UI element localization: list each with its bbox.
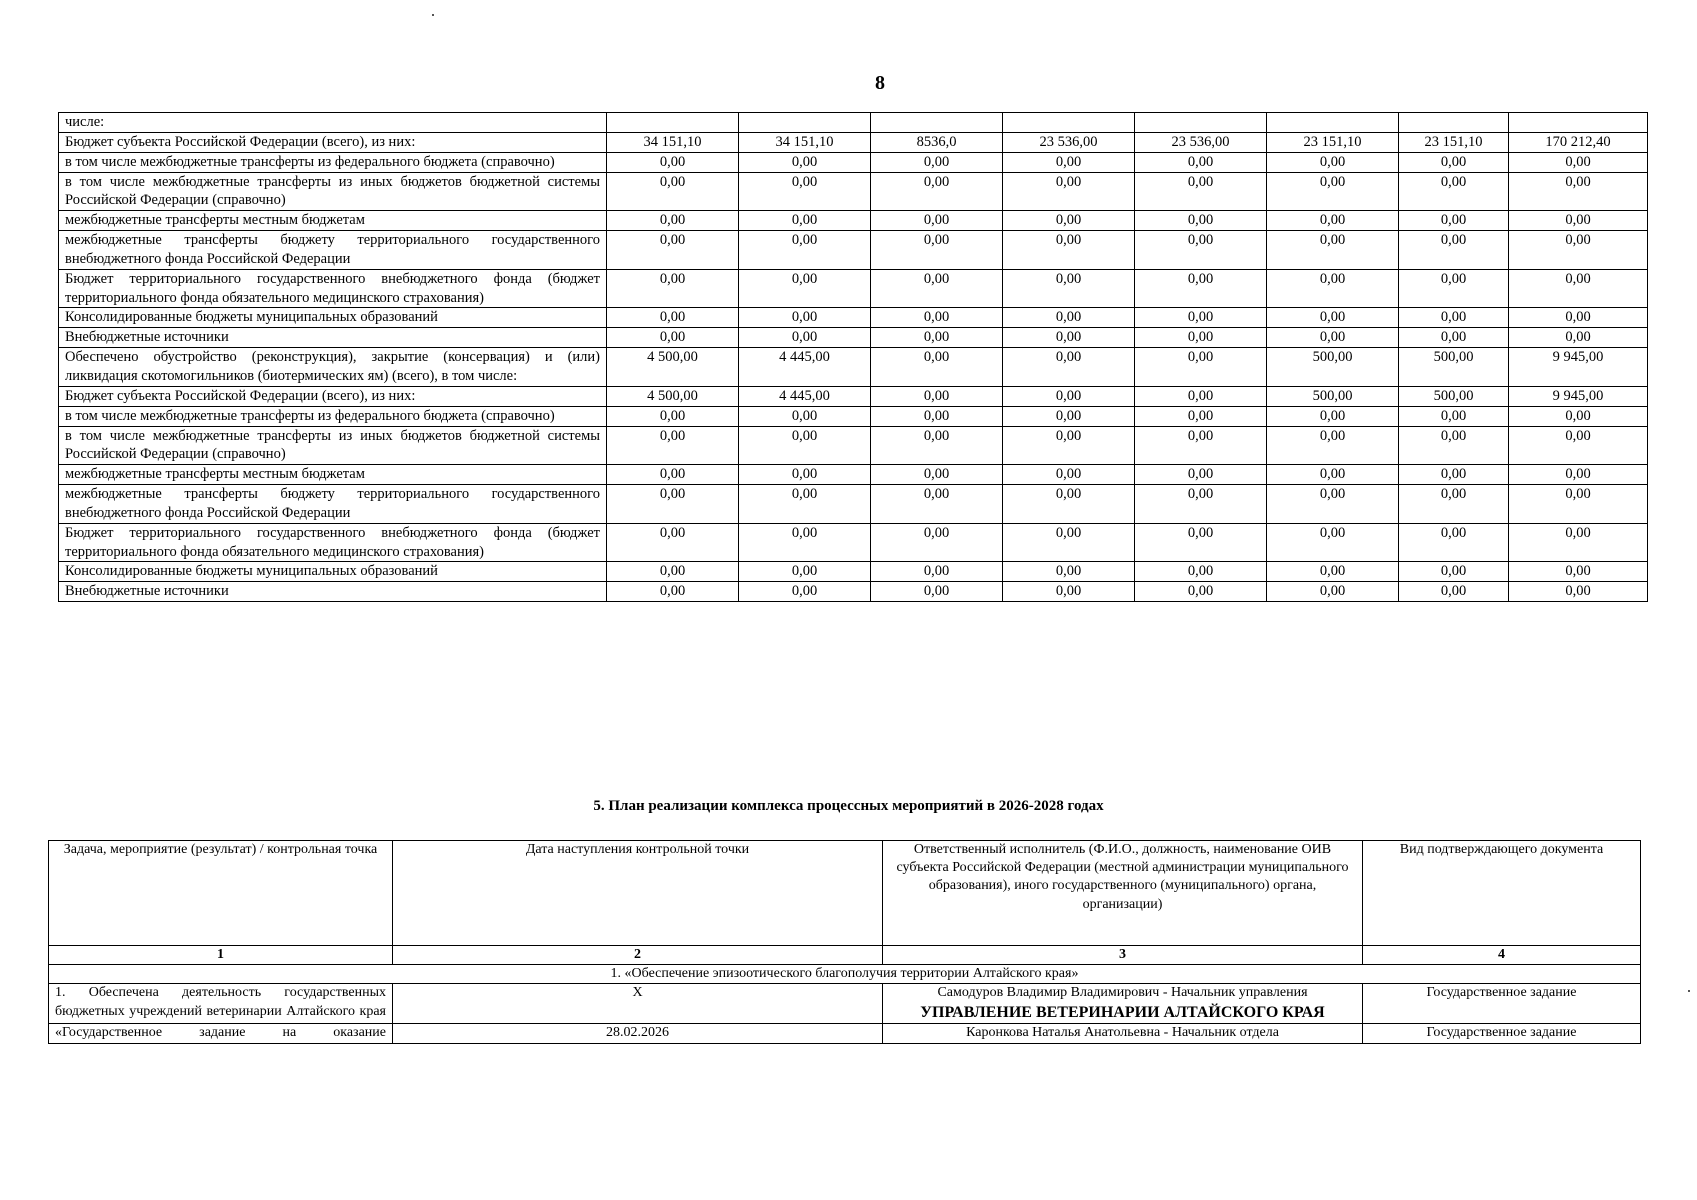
- row-value: 0,00: [1399, 465, 1509, 485]
- row-label: межбюджетные трансферты бюджету территориального государственного внебюджетного фонда Российской Федерации: [59, 485, 607, 524]
- plan-cell-document: Государственное задание: [1363, 984, 1641, 1024]
- row-value: 0,00: [739, 562, 871, 582]
- plan-row: [49, 1024, 1641, 1043]
- scan-speck: [1688, 990, 1690, 992]
- row-value: 0,00: [1135, 231, 1267, 270]
- row-value: 0,00: [1509, 328, 1648, 348]
- budget-row: [59, 465, 1648, 485]
- row-value: 0,00: [1399, 562, 1509, 582]
- row-value: [871, 113, 1003, 133]
- plan-cell-responsible: Каронкова Наталья Анатольевна - Начальник отдела: [883, 1024, 1363, 1043]
- row-label: Бюджет территориального государственного внебюджетного фонда (бюджет территориального фонда обязательного медицинского страхования): [59, 523, 607, 562]
- row-value: 0,00: [607, 308, 739, 328]
- row-value: 0,00: [1135, 582, 1267, 602]
- row-value: 0,00: [1509, 485, 1648, 524]
- row-value: 34 151,10: [739, 132, 871, 152]
- row-value: 0,00: [607, 485, 739, 524]
- header-document: Вид подтверждающего документа: [1363, 841, 1641, 946]
- budget-row: [59, 308, 1648, 328]
- row-value: 0,00: [739, 269, 871, 308]
- budget-row: [59, 348, 1648, 387]
- row-value: 0,00: [739, 152, 871, 172]
- row-value: 23 151,10: [1267, 132, 1399, 152]
- budget-row: [59, 485, 1648, 524]
- row-label: Консолидированные бюджеты муниципальных образований: [59, 308, 607, 328]
- row-value: 0,00: [1267, 231, 1399, 270]
- row-value: 0,00: [1267, 328, 1399, 348]
- row-value: 170 212,40: [1509, 132, 1648, 152]
- row-value: 9 945,00: [1509, 386, 1648, 406]
- plan-cell-responsible: [883, 984, 1363, 1024]
- row-value: 0,00: [1003, 211, 1135, 231]
- row-value: 0,00: [871, 231, 1003, 270]
- row-label: в том числе межбюджетные трансферты из иных бюджетов бюджетной системы Российской Федерации (справочно): [59, 426, 607, 465]
- budget-row: [59, 406, 1648, 426]
- row-value: 0,00: [607, 152, 739, 172]
- row-value: 0,00: [871, 465, 1003, 485]
- header-responsible: Ответственный исполнитель (Ф.И.О., должность, наименование ОИВ субъекта Российской Федерации (местной администрации муниципального образования), иного государственного (муниципального) органа, организации): [883, 841, 1363, 946]
- row-value: 0,00: [1399, 485, 1509, 524]
- row-value: 0,00: [1003, 406, 1135, 426]
- plan-cell-task: «Государственное задание на оказание: [49, 1024, 393, 1043]
- row-value: 0,00: [1135, 406, 1267, 426]
- row-value: 0,00: [1399, 308, 1509, 328]
- row-value: 0,00: [1135, 308, 1267, 328]
- row-value: 9 945,00: [1509, 348, 1648, 387]
- plan-row: [49, 984, 1641, 1024]
- row-value: 0,00: [1135, 426, 1267, 465]
- row-value: 0,00: [1267, 465, 1399, 485]
- row-value: 34 151,10: [607, 132, 739, 152]
- row-value: 500,00: [1267, 348, 1399, 387]
- budget-table-body: [59, 113, 1648, 602]
- row-value: 0,00: [739, 406, 871, 426]
- row-label: межбюджетные трансферты местным бюджетам: [59, 465, 607, 485]
- column-number: 1: [49, 946, 393, 965]
- row-value: 0,00: [1509, 465, 1648, 485]
- row-value: 0,00: [1267, 308, 1399, 328]
- row-value: 8536,0: [871, 132, 1003, 152]
- row-value: 0,00: [1399, 211, 1509, 231]
- row-value: 0,00: [871, 582, 1003, 602]
- row-value: 0,00: [1399, 426, 1509, 465]
- row-value: 0,00: [1267, 152, 1399, 172]
- row-value: 0,00: [1509, 426, 1648, 465]
- budget-row: [59, 231, 1648, 270]
- row-value: 0,00: [1135, 172, 1267, 211]
- row-value: 0,00: [1003, 386, 1135, 406]
- row-value: [607, 113, 739, 133]
- row-value: 0,00: [1509, 523, 1648, 562]
- task-title: 1. «Обеспечение эпизоотического благополучия территории Алтайского края»: [49, 965, 1641, 984]
- row-value: 0,00: [1399, 172, 1509, 211]
- row-label: Бюджет территориального государственного внебюджетного фонда (бюджет территориального фонда обязательного медицинского страхования): [59, 269, 607, 308]
- row-value: 0,00: [1399, 328, 1509, 348]
- row-value: 0,00: [871, 386, 1003, 406]
- row-value: 0,00: [607, 523, 739, 562]
- row-label: в том числе межбюджетные трансферты из федерального бюджета (справочно): [59, 152, 607, 172]
- budget-row: [59, 523, 1648, 562]
- plan-cell-date: X: [393, 984, 883, 1024]
- row-value: 0,00: [1399, 582, 1509, 602]
- budget-row: [59, 582, 1648, 602]
- row-value: 0,00: [1509, 308, 1648, 328]
- row-value: 0,00: [871, 308, 1003, 328]
- row-value: 0,00: [1399, 269, 1509, 308]
- plan-header-row: [49, 841, 1641, 946]
- row-value: 0,00: [1509, 231, 1648, 270]
- row-value: 0,00: [607, 269, 739, 308]
- row-value: 0,00: [739, 523, 871, 562]
- budget-row: [59, 562, 1648, 582]
- row-value: 0,00: [739, 211, 871, 231]
- row-value: 0,00: [607, 465, 739, 485]
- column-number: 2: [393, 946, 883, 965]
- row-value: 0,00: [1509, 562, 1648, 582]
- row-value: 23 536,00: [1135, 132, 1267, 152]
- row-value: 0,00: [607, 172, 739, 211]
- plan-table: [48, 840, 1641, 1044]
- row-value: 0,00: [1267, 523, 1399, 562]
- row-label: Консолидированные бюджеты муниципальных образований: [59, 562, 607, 582]
- row-value: 0,00: [1135, 328, 1267, 348]
- row-value: [1003, 113, 1135, 133]
- row-value: 0,00: [1003, 348, 1135, 387]
- row-value: 500,00: [1399, 348, 1509, 387]
- row-value: 0,00: [1003, 485, 1135, 524]
- row-value: 0,00: [871, 328, 1003, 348]
- row-value: 0,00: [1509, 152, 1648, 172]
- section-title: 5. План реализации комплекса процессных мероприятий в 2026-2028 годах: [593, 798, 1104, 814]
- row-value: [1135, 113, 1267, 133]
- row-value: 0,00: [1267, 211, 1399, 231]
- responsible-organization: УПРАВЛЕНИЕ ВЕТЕРИНАРИИ АЛТАЙСКОГО КРАЯ: [920, 1003, 1325, 1021]
- budget-row: [59, 426, 1648, 465]
- row-value: 0,00: [1135, 485, 1267, 524]
- row-value: 0,00: [1003, 269, 1135, 308]
- row-value: 0,00: [871, 172, 1003, 211]
- row-label: межбюджетные трансферты местным бюджетам: [59, 211, 607, 231]
- row-value: 0,00: [1003, 523, 1135, 562]
- row-value: 0,00: [1267, 485, 1399, 524]
- budget-row: [59, 328, 1648, 348]
- row-value: 0,00: [871, 523, 1003, 562]
- row-value: 0,00: [739, 308, 871, 328]
- row-value: 0,00: [1135, 562, 1267, 582]
- row-label: Бюджет субъекта Российской Федерации (всего), из них:: [59, 132, 607, 152]
- row-value: 0,00: [739, 465, 871, 485]
- row-value: 0,00: [1135, 269, 1267, 308]
- row-value: 0,00: [1399, 231, 1509, 270]
- row-value: 0,00: [1003, 152, 1135, 172]
- row-label: Бюджет субъекта Российской Федерации (всего), из них:: [59, 386, 607, 406]
- row-value: 0,00: [739, 231, 871, 270]
- scan-speck: [432, 14, 434, 16]
- plan-cell-document: Государственное задание: [1363, 1024, 1641, 1043]
- row-value: 0,00: [739, 172, 871, 211]
- row-value: 0,00: [1267, 562, 1399, 582]
- budget-row: [59, 269, 1648, 308]
- plan-task-row: [49, 965, 1641, 984]
- budget-row: [59, 152, 1648, 172]
- row-value: 0,00: [1003, 231, 1135, 270]
- budget-row: [59, 132, 1648, 152]
- row-value: [1399, 113, 1509, 133]
- row-value: 4 500,00: [607, 348, 739, 387]
- row-value: 0,00: [1509, 172, 1648, 211]
- row-value: 0,00: [1267, 406, 1399, 426]
- budget-row: [59, 386, 1648, 406]
- row-value: 0,00: [871, 485, 1003, 524]
- row-value: 0,00: [739, 582, 871, 602]
- row-value: 0,00: [1003, 328, 1135, 348]
- row-value: 0,00: [1135, 523, 1267, 562]
- header-task: Задача, мероприятие (результат) / контрольная точка: [49, 841, 393, 946]
- row-value: 0,00: [1267, 269, 1399, 308]
- row-label: Внебюджетные источники: [59, 582, 607, 602]
- row-value: 0,00: [1135, 152, 1267, 172]
- row-value: 4 445,00: [739, 386, 871, 406]
- row-value: 0,00: [1399, 406, 1509, 426]
- row-value: 0,00: [871, 152, 1003, 172]
- row-value: 0,00: [607, 562, 739, 582]
- row-value: 0,00: [607, 406, 739, 426]
- row-value: 500,00: [1399, 386, 1509, 406]
- row-label: межбюджетные трансферты бюджету территориального государственного внебюджетного фонда Российской Федерации: [59, 231, 607, 270]
- column-number: 4: [1363, 946, 1641, 965]
- row-value: 0,00: [739, 485, 871, 524]
- plan-column-numbers-row: [49, 946, 1641, 965]
- budget-row: [59, 113, 1648, 133]
- row-label: Внебюджетные источники: [59, 328, 607, 348]
- row-value: 0,00: [871, 348, 1003, 387]
- row-value: 0,00: [871, 269, 1003, 308]
- row-value: 0,00: [1135, 465, 1267, 485]
- row-value: 0,00: [871, 426, 1003, 465]
- row-value: 0,00: [871, 406, 1003, 426]
- responsible-person: Самодуров Владимир Владимирович - Начальник управления: [937, 985, 1308, 1001]
- row-label: в том числе межбюджетные трансферты из иных бюджетов бюджетной системы Российской Федерации (справочно): [59, 172, 607, 211]
- budget-table: [58, 112, 1648, 602]
- row-value: 0,00: [1399, 523, 1509, 562]
- row-value: 0,00: [1267, 172, 1399, 211]
- row-value: 0,00: [1003, 172, 1135, 211]
- row-value: 0,00: [739, 328, 871, 348]
- row-value: 23 151,10: [1399, 132, 1509, 152]
- row-value: 0,00: [1509, 406, 1648, 426]
- row-value: 0,00: [607, 211, 739, 231]
- row-value: 0,00: [739, 426, 871, 465]
- row-value: [739, 113, 871, 133]
- header-date: Дата наступления контрольной точки: [393, 841, 883, 946]
- row-value: 0,00: [1267, 426, 1399, 465]
- column-number: 3: [883, 946, 1363, 965]
- row-value: 0,00: [1003, 426, 1135, 465]
- budget-row: [59, 172, 1648, 211]
- row-label: в том числе межбюджетные трансферты из федерального бюджета (справочно): [59, 406, 607, 426]
- page-number: 8: [875, 72, 885, 94]
- row-value: 23 536,00: [1003, 132, 1135, 152]
- row-value: 0,00: [1509, 582, 1648, 602]
- row-value: 0,00: [607, 582, 739, 602]
- row-value: 0,00: [1003, 465, 1135, 485]
- row-value: 0,00: [871, 562, 1003, 582]
- row-label: Обеспечено обустройство (реконструкция), закрытие (консервация) и (или) ликвидация скотомогильников (биотермических ям) (всего), в том числе:: [59, 348, 607, 387]
- row-value: 0,00: [1509, 211, 1648, 231]
- budget-row: [59, 211, 1648, 231]
- row-value: 0,00: [1003, 308, 1135, 328]
- row-value: 0,00: [1003, 562, 1135, 582]
- row-value: 0,00: [1267, 582, 1399, 602]
- row-value: 4 500,00: [607, 386, 739, 406]
- row-value: [1509, 113, 1648, 133]
- row-value: 0,00: [607, 426, 739, 465]
- row-value: 0,00: [1135, 386, 1267, 406]
- row-value: 4 445,00: [739, 348, 871, 387]
- row-value: 0,00: [1509, 269, 1648, 308]
- plan-cell-date: 28.02.2026: [393, 1024, 883, 1043]
- row-value: 0,00: [607, 328, 739, 348]
- row-value: 500,00: [1267, 386, 1399, 406]
- row-value: 0,00: [1135, 348, 1267, 387]
- row-label: числе:: [59, 113, 607, 133]
- plan-cell-task: 1. Обеспечена деятельность государственных бюджетных учреждений ветеринарии Алтайского края: [49, 984, 393, 1024]
- row-value: 0,00: [871, 211, 1003, 231]
- row-value: 0,00: [607, 231, 739, 270]
- row-value: 0,00: [1399, 152, 1509, 172]
- row-value: 0,00: [1135, 211, 1267, 231]
- row-value: [1267, 113, 1399, 133]
- row-value: 0,00: [1003, 582, 1135, 602]
